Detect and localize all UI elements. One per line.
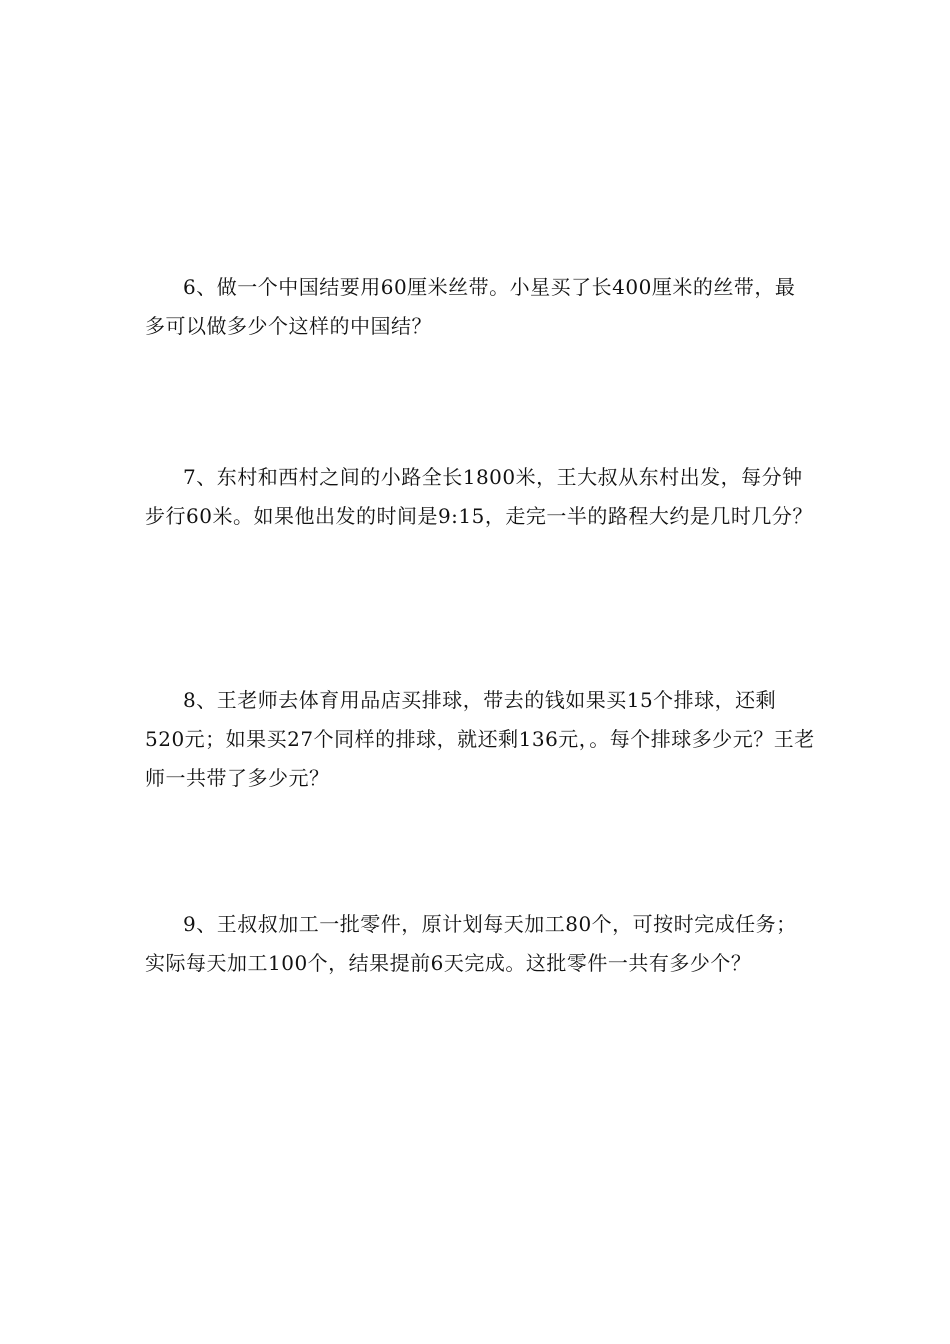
problem-9: 9、王叔叔加工一批零件，原计划每天加工80个，可按时完成任务；实际每天加工100个，结果提前6天完成。这批零件一共有多少个？: [145, 912, 797, 975]
problem-6: 6、做一个中国结要用60厘米丝带。小星买了长400厘米的丝带，最多可以做多少个这样的中国结？: [145, 275, 796, 338]
problem-8: 8、王老师去体育用品店买排球，带去的钱如果买15个排球，还剩520元；如果买27个同样的排球，就还剩136元，。每个排球多少元？王老师一共带了多少元？: [145, 688, 815, 790]
problem-7: 7、东村和西村之间的小路全长1800米，王大叔从东村出发，每分钟步行60米。如果他出发的时间是9:15，走完一半的路程大约是几时几分？: [145, 465, 813, 528]
